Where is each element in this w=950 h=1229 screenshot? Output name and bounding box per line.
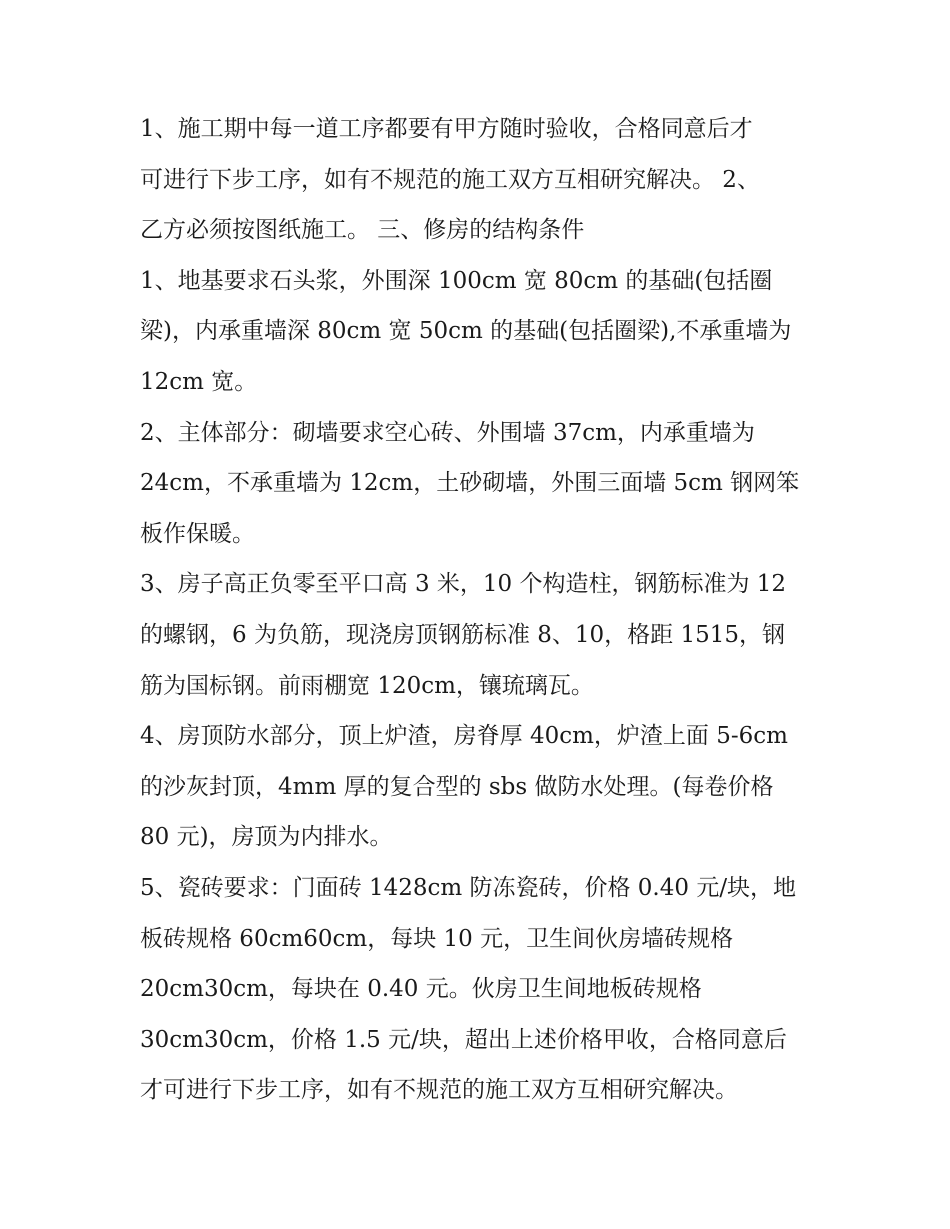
text-line: 3、房子高正负零至平口高 3 米，10 个构造柱，钢筋标准为 12 (140, 571, 787, 598)
text-line: 的沙灰封顶，4mm 厚的复合型的 sbs 做防水处理。(每卷价格 (140, 773, 774, 800)
paragraph-5 (140, 711, 810, 863)
text-line: 的螺钢，6 为负筋，现浇房顶钢筋标准 8、10，格距 1515，钢 (140, 621, 785, 648)
text-line: 筋为国标钢。前雨棚宽 120cm，镶琉璃瓦。 (140, 672, 594, 699)
text-line: 4、房顶防水部分，顶上炉渣，房脊厚 40cm，炉渣上面 5-6cm (140, 723, 788, 750)
text-line: 24cm，不承重墙为 12cm，土砂砌墙，外围三面墙 5cm 钢网笨 (140, 470, 800, 497)
paragraph-4 (140, 559, 810, 711)
paragraph-6 (140, 863, 810, 1116)
text-line: 1、地基要求石头浆，外围深 100cm 宽 80cm 的基础(包括圈 (140, 267, 773, 294)
text-line: 80 元)，房顶为内排水。 (140, 824, 393, 851)
text-line: 12cm 宽。 (140, 368, 258, 395)
text-line: 才可进行下步工序，如有不规范的施工双方互相研究解决。 (140, 1077, 738, 1104)
text-line: 梁)，内承重墙深 80cm 宽 50cm 的基础(包括圈梁),不承重墙为 (140, 318, 792, 345)
text-line: 2、主体部分：砌墙要求空心砖、外围墙 37cm，内承重墙为 (140, 419, 755, 446)
text-line: 5、瓷砖要求：门面砖 1428cm 防冻瓷砖，价格 0.40 元/块，地 (140, 874, 797, 901)
text-line: 30cm30cm，价格 1.5 元/块，超出上述价格甲收，合格同意后 (140, 1026, 787, 1053)
text-line: 可进行下步工序，如有不规范的施工双方互相研究解决。 2、 (140, 166, 760, 193)
text-line: 板砖规格 60cm60cm，每块 10 元，卫生间伙房墙砖规格 (140, 925, 734, 952)
document-body (140, 104, 810, 1116)
text-line: 板作保暖。 (140, 520, 255, 547)
paragraph-3 (140, 408, 810, 560)
paragraph-1 (140, 104, 810, 256)
text-line: 乙方必须按图纸施工。 三、修房的结构条件 (140, 217, 585, 244)
paragraph-2 (140, 256, 810, 408)
text-line: 20cm30cm，每块在 0.40 元。伙房卫生间地板砖规格 (140, 976, 702, 1003)
text-line: 1、施工期中每一道工序都要有甲方随时验收，合格同意后才 (140, 116, 753, 142)
